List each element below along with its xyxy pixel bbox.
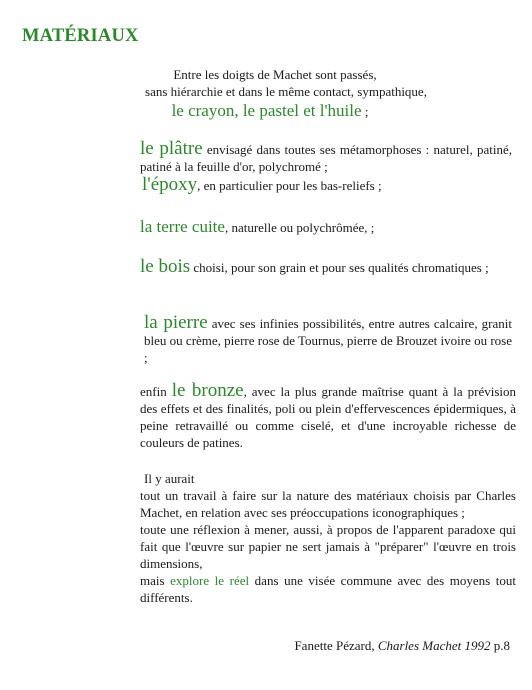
paragraph-terre-cuite: [140, 218, 512, 236]
bronze-prefix: enfin: [140, 384, 172, 399]
closing-paragraph-3: [140, 572, 516, 606]
closing-paragraph-2: toute une réflexion à mener, aussi, à propos de l'apparent paradoxe qui fait que l'œuvre sur papier ne sert jamais à "préparer" l'œuvre en trois dimensions,: [140, 522, 516, 571]
term-platre: le plâtre: [140, 138, 203, 159]
intro-line-1: Entre les doigts de Machet sont passés,: [173, 67, 377, 82]
term-pierre: la pierre: [144, 312, 208, 333]
intro-paragraph: [0, 66, 532, 120]
term-epoxy: l'époxy: [142, 174, 198, 195]
closing-line-1: Il y aurait: [144, 471, 195, 486]
intro-line-3-tail: ;: [361, 104, 369, 119]
terre-text: , naturelle ou polychrômée, ;: [224, 220, 375, 235]
attribution-author: Fanette Pézard,: [294, 638, 378, 653]
paragraph-bronze: [140, 382, 516, 451]
intro-line-2: sans hiérarchie et dans le même contact, sympathique,: [145, 84, 427, 99]
platre-text: envisagé dans toutes ses métamorphoses : naturel, patiné, patiné à la feuille d'or, polychromé ;: [140, 142, 512, 174]
paragraph-bois: [140, 258, 512, 276]
epoxy-text: , en particulier pour les bas-reliefs ;: [197, 178, 382, 193]
attribution: [294, 638, 510, 654]
intro-line-3: [0, 102, 532, 120]
bronze-text: , avec la plus grande maîtrise quant à la prévision des effets et des finalités, poli ou plein d'effervescences épidermiques, à peine retravaillé ou comme ciselé, et d'une incroyable richesse de couleurs de patines.: [140, 384, 517, 450]
paragraph-platre: [140, 140, 512, 175]
paragraph-pierre: [144, 314, 512, 366]
closing-section: [140, 470, 516, 606]
term-bois: le bois: [140, 256, 191, 277]
closing-paragraph-1: tout un travail à faire sur la nature des matériaux choisis par Charles Machet, en relation avec ses préoccupations iconographiques ;: [140, 488, 516, 520]
term-bronze: le bronze: [171, 380, 244, 401]
attribution-page: p.8: [490, 638, 510, 653]
term-crayon-pastel-huile: le crayon, le pastel et l'huile: [171, 101, 362, 120]
paragraph-epoxy: [142, 176, 512, 194]
bois-text: choisi, pour son grain et pour ses qualités chromatiques ;: [190, 260, 489, 275]
pierre-text: avec ses infinies possibilités, entre autres calcaire, granit bleu ou crème, pierre rose de Tournus, pierre de Brouzet ivoire ou rose ;: [144, 316, 513, 365]
attribution-work: Charles Machet 1992: [377, 638, 491, 653]
term-explore-reel: explore le réel: [170, 573, 250, 588]
closing-p3-text: dans une visée commune avec des moyens tout différents.: [140, 573, 516, 605]
closing-p3-prefix: mais: [140, 573, 171, 588]
term-terre-cuite: la terre cuite: [140, 217, 225, 236]
page-title: MATÉRIAUX: [22, 26, 139, 46]
